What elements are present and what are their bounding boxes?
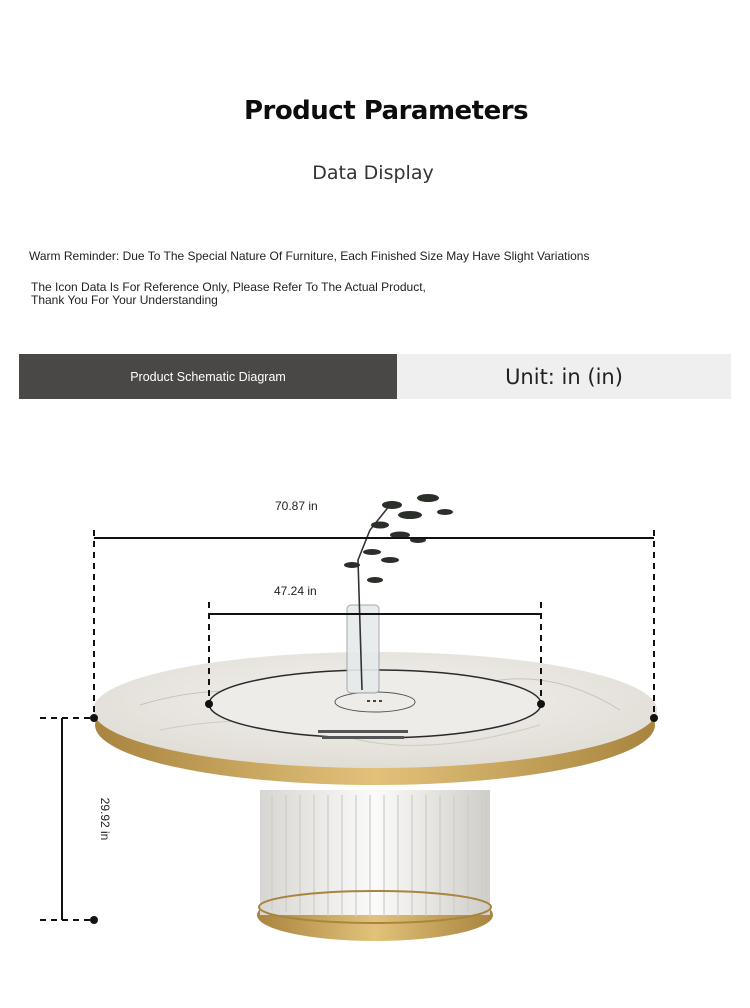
warm-reminder-text: Warm Reminder: Due To The Special Nature Of Furniture, Each Finished Size May Have Slight Variations	[29, 249, 590, 263]
reference-note-line-1: The Icon Data Is For Reference Only, Please Refer To The Actual Product,	[31, 280, 426, 294]
overall-width-label: 70.87 in	[275, 499, 318, 513]
page-subtitle: Data Display	[312, 162, 434, 184]
schematic-diagram-label: Product Schematic Diagram	[19, 354, 397, 399]
reference-note-line-2: Thank You For Your Understanding	[31, 293, 218, 307]
height-label: 29.92 in	[98, 797, 112, 841]
table-base	[257, 790, 493, 941]
page-title: Product Parameters	[243, 96, 529, 126]
inner-width-label: 47.24 in	[274, 584, 317, 598]
unit-label: Unit: in (in)	[397, 354, 731, 399]
